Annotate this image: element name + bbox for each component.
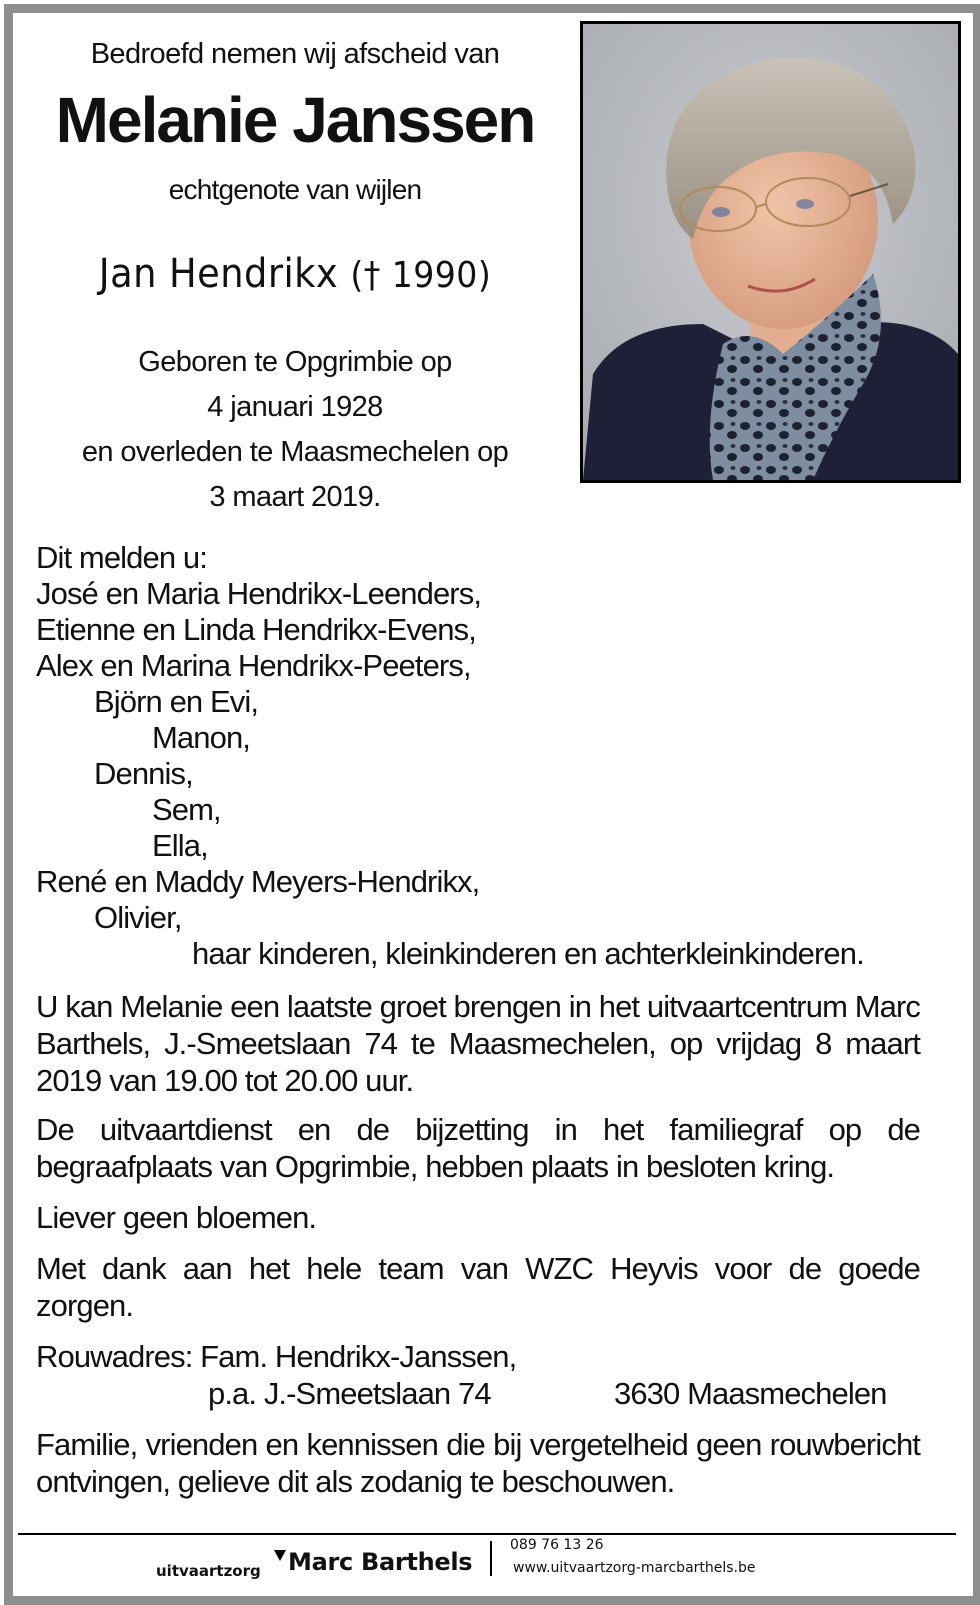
thanks-paragraph: Met dank aan het hele team van WZC Heyvis voor de goede zorgen. — [36, 1251, 920, 1323]
portrait-image-icon — [583, 24, 958, 480]
spouse-death-year: († 1990) — [350, 255, 492, 296]
address-label: Rouwadres: — [36, 1339, 193, 1374]
notice-paragraph: Familie, vrienden en kennissen die bij vergetelheid geen rouwbericht ontvingen, gelieve dit als zodanig te beschouwen. — [36, 1427, 920, 1499]
address-family: Fam. Hendrikx-Janssen, — [200, 1339, 517, 1374]
flowers-paragraph: Liever geen bloemen. — [36, 1200, 317, 1235]
family-member: José en Maria Hendrikx-Leenders, — [36, 576, 482, 611]
triangle-logo-icon — [274, 1550, 286, 1561]
service-paragraph: De uitvaartdienst en de bijzetting in het familiegraf op de begraafplaats van Opgrimbie, hebben plaats in besloten kring. — [36, 1112, 920, 1184]
spouse-name: Jan Hendrikx — [98, 251, 339, 297]
family-closing: haar kinderen, kleinkinderen en achterkleinkinderen. — [192, 936, 864, 971]
footer — [0, 1536, 980, 1586]
family-member: Manon, — [152, 720, 250, 755]
bio-block — [20, 340, 570, 520]
visitation-paragraph: U kan Melanie een laatste groet brengen in het uitvaartcentrum Marc Barthels, J.-Smeetslaan 74 te Maasmechelen, op vrijdag 8 maart 2019 van 19.00 tot 20.00 uur. — [36, 989, 920, 1098]
address-city: 3630 Maasmechelen — [614, 1376, 887, 1411]
family-member: Dennis, — [94, 756, 193, 791]
family-list — [36, 540, 920, 972]
spouse-label: echtgenote van wijlen — [168, 174, 422, 205]
family-heading: Dit melden u: — [36, 540, 207, 575]
mourning-address — [36, 1338, 920, 1412]
intro-text: Bedroefd nemen wij afscheid van — [90, 38, 500, 70]
bio-death-place: en overleden te Maasmechelen op — [81, 436, 509, 468]
brand-prefix: uitvaartzorg — [156, 1562, 261, 1580]
family-member: Ella, — [152, 828, 208, 863]
footer-separator — [490, 1541, 492, 1576]
deceased-name: Melanie Janssen — [55, 84, 535, 156]
website-link[interactable]: www.uitvaartzorg-marcbarthels.be — [513, 1560, 756, 1576]
footer-divider — [18, 1533, 956, 1535]
spouse-line — [42, 246, 548, 304]
family-member: Björn en Evi, — [94, 684, 259, 719]
family-member: Alex en Marina Hendrikx-Peeters, — [36, 648, 471, 683]
portrait-photo — [580, 21, 961, 483]
address-street: p.a. J.-Smeetslaan 74 — [208, 1376, 491, 1411]
family-member: René en Maddy Meyers-Hendrikx, — [36, 864, 480, 899]
address-line-1 — [36, 1338, 920, 1375]
address-line-2 — [36, 1375, 920, 1412]
family-member: Olivier, — [94, 900, 182, 935]
bio-birth-place: Geboren te Opgrimbie op — [138, 346, 452, 378]
bio-death-date: 3 maart 2019. — [209, 481, 381, 513]
brand-name: Marc Barthels — [288, 1548, 473, 1576]
phone-number: 089 76 13 26 — [510, 1537, 604, 1553]
family-member: Sem, — [152, 792, 221, 827]
bio-birth-date: 4 januari 1928 — [207, 391, 383, 423]
family-member: Etienne en Linda Hendrikx-Evens, — [36, 612, 476, 647]
